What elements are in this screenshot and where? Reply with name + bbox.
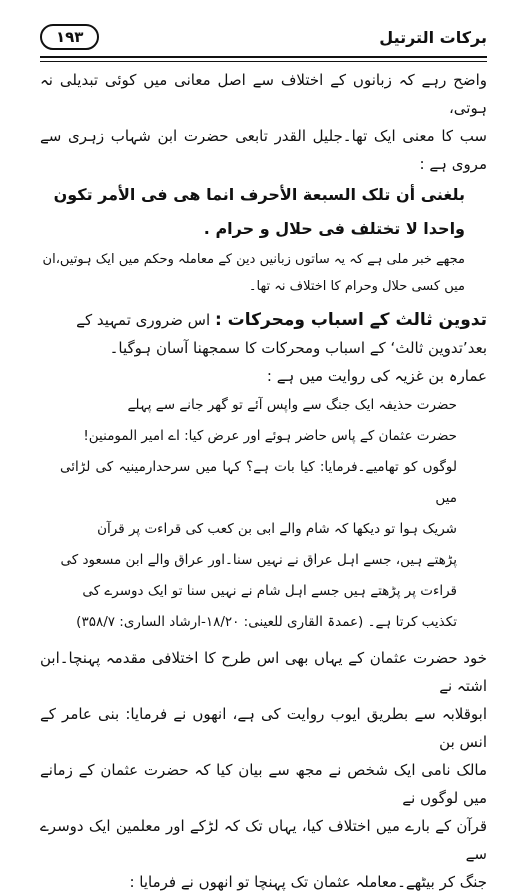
quote-line: تکذیب کرتا ہے۔ (عمدۃ القاری للعینی: ۱۸/۲۰-ارشاد الساری: ۳۵۸/۷) [76, 614, 457, 630]
text-line: خود حضرت عثمان کے یہاں بھی اس طرح کا اختلافی مقدمہ پہنچا۔ابن اشتہ نے [40, 649, 487, 695]
arabic-quote-line: واحدا لا تختلف فی حلال و حرام . [203, 219, 465, 238]
text-line: جنگ کر بیٹھے۔معاملہ عثمان تک پہنچا تو انھوں نے فرمایا : [129, 873, 487, 891]
quote-line: شریک ہوا تو دیکھا کہ شام والے ابی بن کعب کی قراءت پر قرآن [97, 521, 457, 537]
section-heading: تدوین ثالث کے اسباب ومحرکات : [214, 310, 487, 330]
quote-line: حضرت حذیفہ ایک جنگ سے واپس آئے تو گھر جانے سے پہلے [127, 397, 457, 413]
text-line: سب کا معنی ایک تھا۔جلیل القدر تابعی حضرت ابن شہاب زہری سے مروی ہے : [40, 127, 487, 173]
arabic-quote-line: بلغنی أن تلک السبعة الأحرف انما ھی فی الأمر تکون [53, 185, 465, 204]
page-header [40, 22, 487, 52]
quote-line: حضرت عثمان کے پاس حاضر ہوئے اور عرض کیا: اے امیر المومنین! [83, 428, 457, 444]
text-line: عمارہ بن غزیہ کی روایت میں ہے : [266, 367, 487, 385]
text-line: واضح رہے کہ زبانوں کے اختلاف سے اصل معانی میں کوئی تبدیلی نہ ہوتی، [40, 71, 487, 117]
translation-line: مجھے خبر ملی ہے کہ یہ ساتوں زبانیں دین کے معاملہ وحکم میں ایک ہوتیں،ان [42, 252, 465, 267]
text-line: قرآن کے بارے میں اختلاف کیا، یہاں تک کہ لڑکے اور معلمین ایک دوسرے سے [40, 817, 487, 863]
section-heading-line [40, 306, 487, 334]
quote-line: قراءت پر پڑھتے ہیں جسے اہل شام نے نہیں سنا تو ایک دوسرے کی [82, 583, 457, 599]
header-rule-thin [40, 61, 487, 62]
page-number: ۱۹۳ [40, 24, 99, 50]
translation-line: میں کسی حلال وحرام کا اختلاف نہ تھا۔ [248, 279, 465, 294]
quote-line: پڑھتے ہیں، جسے اہل عراق نے نہیں سنا۔اور عراق والے ابن مسعود کی [60, 552, 457, 568]
text-line: مالک نامی ایک شخص نے مجھ سے بیان کیا کہ حضرت عثمان کے زمانے میں لوگوں نے [40, 761, 487, 807]
text-line: ابوقلابہ سے بطریق ایوب روایت کی ہے، انھوں نے فرمایا: بنی عامر کے انس بن [40, 705, 487, 751]
header-rule [40, 56, 487, 58]
quote-line: لوگوں کو تھامیے۔فرمایا: کیا بات ہے؟ کہا میں سرحدارمینیہ کی لڑائی میں [60, 459, 457, 506]
page-body [40, 66, 487, 896]
heading-continuation: اس ضروری تمہید کے [76, 311, 211, 329]
running-title: برکات الترتیل [379, 27, 487, 47]
text-line: بعد’تدوین ثالث‘ کے اسباب ومحرکات کا سمجھنا آسان ہوگیا۔ [109, 339, 487, 357]
